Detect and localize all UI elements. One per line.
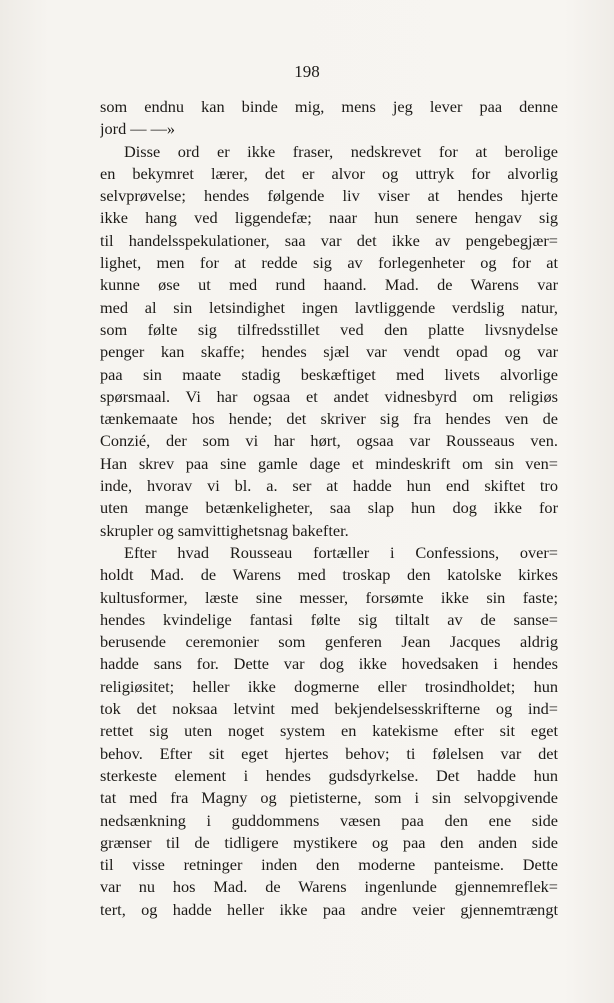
text-line: var nu hos Mad. de Warens ingenlunde gjennemreflek= bbox=[100, 877, 558, 897]
text-line: nedsænkning i guddommens væsen paa den ene side bbox=[100, 810, 558, 830]
text-line: holdt Mad. de Warens med troskap den katolske kirkes bbox=[100, 565, 558, 585]
text-line: uten mange betænkeligheter, saa slap hun dog ikke for bbox=[100, 498, 558, 518]
text-line: jord — —» bbox=[100, 119, 176, 139]
text-line: Disse ord er ikke fraser, nedskrevet for at berolige bbox=[124, 141, 558, 161]
text-line: inde, hvorav vi bl. a. ser at hadde hun end skiftet tro bbox=[100, 476, 558, 496]
text-line: kunne øse ut med rund haand. Mad. de Warens var bbox=[100, 275, 558, 295]
text-line: Han skrev paa sine gamle dage et mindeskrift om sin ven= bbox=[100, 453, 558, 473]
text-line: ikke hang ved liggendefæ; naar hun senere hengav sig bbox=[100, 208, 558, 228]
text-line: lighet, men for at redde sig av forlegenheter og for at bbox=[100, 253, 558, 273]
text-line: penger kan skaffe; hendes sjæl var vendt opad og var bbox=[100, 342, 558, 362]
text-line: berusende ceremonier som genferen Jean Jacques aldrig bbox=[100, 632, 558, 652]
text-line: hadde sans for. Dette var dog ikke hovedsaken i hendes bbox=[100, 654, 558, 674]
page-number: 198 bbox=[294, 62, 320, 81]
text-line: spørsmaal. Vi har ogsaa et andet vidnesbyrd om religiøs bbox=[100, 386, 558, 406]
text-line: som følte sig tilfredsstillet ved den platte livsnydelse bbox=[100, 319, 558, 339]
text-line: som endnu kan binde mig, mens jeg lever paa denne bbox=[100, 97, 558, 116]
text-line: med al sin letsindighet ingen lavtliggende verdslig natur, bbox=[100, 297, 558, 317]
text-line: rettet sig uten noget system en katekisme efter sit eget bbox=[100, 721, 558, 741]
text-line: tænkemaate hos hende; det skriver sig fra hendes ven de bbox=[100, 409, 558, 429]
text-line: selvprøvelse; hendes følgende liv viser at hendes hjerte bbox=[100, 186, 558, 206]
text-line: Conzié, der som vi har hørt, ogsaa var Rousseaus ven. bbox=[100, 431, 558, 451]
body-text bbox=[100, 96, 558, 921]
text-line: kultusformer, læste sine messer, forsømte ikke sin faste; bbox=[100, 587, 558, 607]
text-line: tat med fra Magny og pietisterne, som i sin selvopgivende bbox=[100, 788, 558, 808]
text-line: Efter hvad Rousseau fortæller i Confessions, over= bbox=[124, 542, 558, 562]
text-line: sterkeste element i hendes gudsdyrkelse. Det hadde hun bbox=[100, 765, 558, 785]
text-line: grænser til de tidligere mystikere og paa den anden side bbox=[100, 832, 558, 852]
text-line: til visse retninger inden den moderne panteisme. Dette bbox=[100, 855, 558, 875]
text-line: skrupler og samvittighetsnag bakefter. bbox=[100, 520, 349, 540]
text-line: hendes kvindelige fantasi følte sig tiltalt av de sanse= bbox=[100, 609, 558, 629]
text-line: tert, og hadde heller ikke paa andre veier gjennemtrængt bbox=[100, 899, 558, 919]
text-line: behov. Efter sit eget hjertes behov; ti følelsen var det bbox=[100, 743, 558, 763]
text-line: paa sin maate stadig beskæftiget med livets alvorlige bbox=[100, 364, 558, 384]
text-line: religiøsitet; heller ikke dogmerne eller trosindholdet; hun bbox=[100, 676, 558, 696]
text-line: en bekymret lærer, det er alvor og uttryk for alvorlig bbox=[100, 163, 558, 183]
text-line: tok det noksaa letvint med bekjendelsesskrifterne og ind= bbox=[100, 699, 558, 719]
text-line: til handelsspekulationer, saa var det ikke av pengebegjær= bbox=[100, 230, 558, 250]
